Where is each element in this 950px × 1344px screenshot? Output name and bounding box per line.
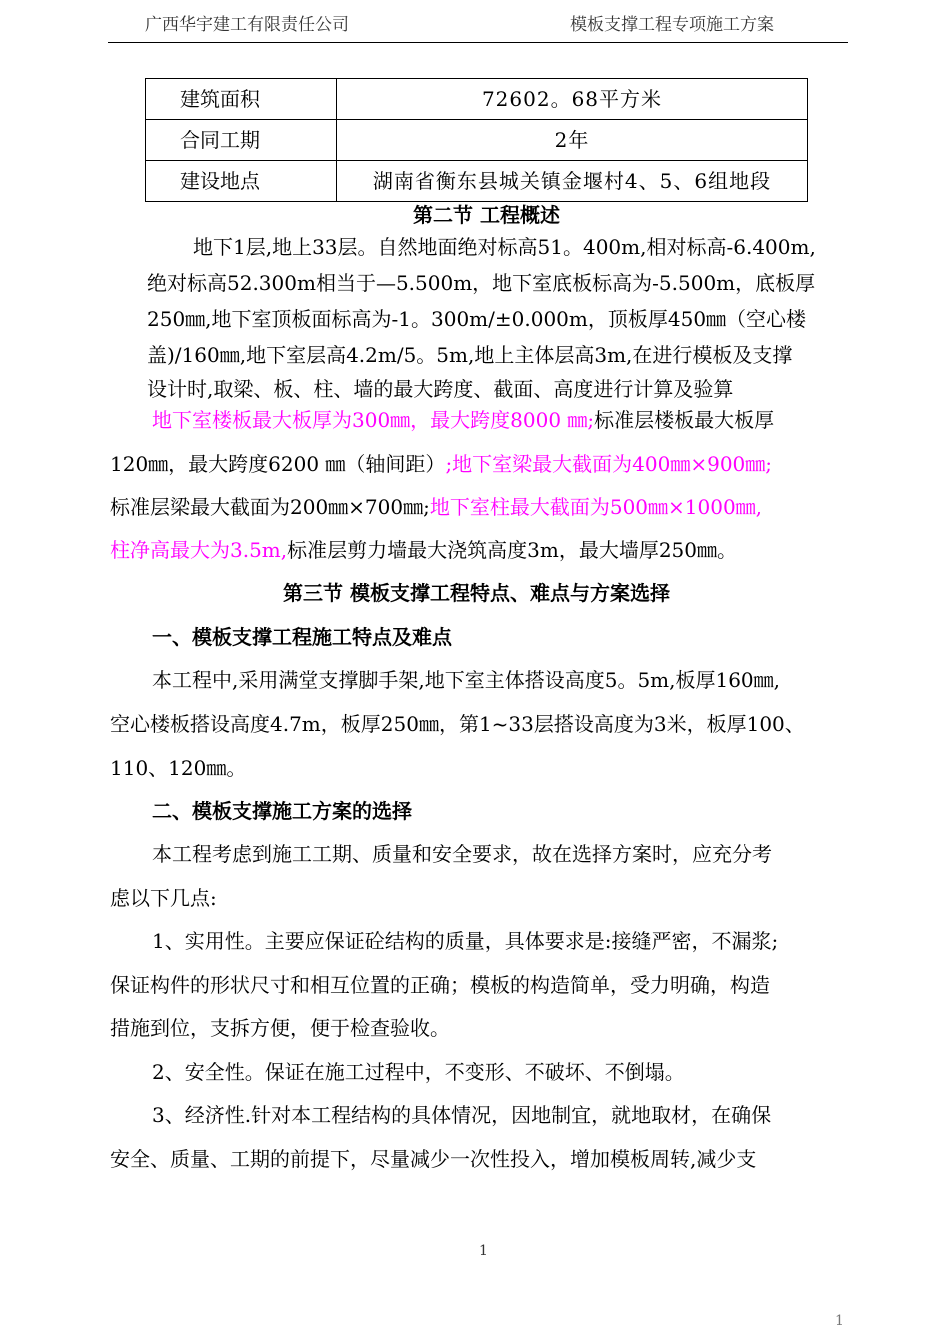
info-label: 合同工期 (146, 120, 337, 161)
section3-title: 第三节 模板支撑工程特点、难点与方案选择 (283, 581, 670, 605)
paragraph-line: 本工程考虑到施工工期、质量和安全要求，故在选择方案时，应充分考 (152, 842, 772, 866)
table-row (146, 120, 808, 161)
section2-line: 设计时,取梁、板、柱、墙的最大跨度、截面、高度进行计算及验算 (147, 377, 734, 401)
paragraph-line: 虑以下几点: (110, 886, 217, 910)
paragraph-line: 1、实用性。主要应保证砼结构的质量，具体要求是:接缝严密，不漏浆; (152, 929, 779, 953)
body-text: 标准层梁最大截面为200㎜×700㎜; (110, 495, 430, 519)
paragraph-line: 保证构件的形状尺寸和相互位置的正确；模板的构造简单，受力明确，构造 (110, 973, 770, 997)
info-value: 2年 (337, 120, 808, 161)
section2-line (152, 405, 774, 435)
section2-line (110, 492, 762, 522)
project-info-table (145, 78, 808, 202)
paragraph-line: 措施到位，支拆方便，便于检查验收。 (110, 1016, 450, 1040)
highlight-text: 地下室楼板最大板厚为300㎜，最大跨度8000 ㎜; (152, 408, 595, 432)
paragraph-line: 3、经济性.针对本工程结构的具体情况，因地制宜，就地取材，在确保 (152, 1103, 772, 1127)
info-value: 湖南省衡东县城关镇金堰村4、5、6组地段 (337, 161, 808, 202)
header-company: 广西华宇建工有限责任公司 (145, 15, 349, 35)
paragraph-line: 安全、质量、工期的前提下，尽量减少一次性投入，增加模板周转,减少支 (110, 1147, 757, 1171)
highlight-text: ;地下室梁最大截面为400㎜×900㎜; (445, 452, 773, 476)
paragraph-line: 110、120㎜。 (110, 756, 247, 780)
table-row (146, 161, 808, 202)
info-label: 建设地点 (146, 161, 337, 202)
section2-line: 绝对标高52.300m相当于—5.500m，地下室底板标高为-5.500m，底板厚 (147, 271, 816, 295)
section2-line: 盖)/160㎜,地下室层高4.2m/5。5m,地上主体层高3m,在进行模板及支撑 (147, 343, 793, 367)
paragraph-line: 2、安全性。保证在施工过程中，不变形、不破坏、不倒塌。 (152, 1060, 685, 1084)
section2-line: 250㎜,地下室顶板面标高为-1。300m/±0.000m，顶板厚450㎜（空心楼 (147, 307, 807, 331)
section2-title: 第二节 工程概述 (413, 203, 560, 227)
body-text: 标准层剪力墙最大浇筑高度3m，最大墙厚250㎜。 (287, 538, 738, 562)
section2-line (110, 449, 772, 479)
highlight-text: 柱净高最大为3.5m, (110, 538, 288, 562)
header-rule (108, 42, 848, 43)
corner-page-number: 1 (835, 1313, 844, 1329)
subsection2-title: 二、模板支撑施工方案的选择 (152, 799, 412, 823)
info-value: 72602。68平方米 (337, 79, 808, 120)
highlight-text: 地下室柱最大截面为500㎜×1000㎜, (429, 495, 763, 519)
subsection1-title: 一、模板支撑工程施工特点及难点 (152, 625, 452, 649)
paragraph-line: 空心楼板搭设高度4.7m，板厚250㎜，第1~33层搭设高度为3米，板厚100、 (110, 712, 805, 736)
body-text: 标准层楼板最大板厚 (594, 408, 775, 432)
info-label: 建筑面积 (146, 79, 337, 120)
header-doc-title: 模板支撑工程专项施工方案 (570, 15, 774, 35)
body-text: 120㎜，最大跨度6200 ㎜（轴间距） (110, 452, 446, 476)
section2-line (110, 535, 737, 565)
paragraph-line: 本工程中,采用满堂支撑脚手架,地下室主体搭设高度5。5m,板厚160㎜, (152, 668, 781, 692)
table-row (146, 79, 808, 120)
section2-line: 地下1层,地上33层。自然地面绝对标高51。400m,相对标高-6.400m, (193, 235, 816, 259)
page-number: 1 (479, 1243, 488, 1259)
